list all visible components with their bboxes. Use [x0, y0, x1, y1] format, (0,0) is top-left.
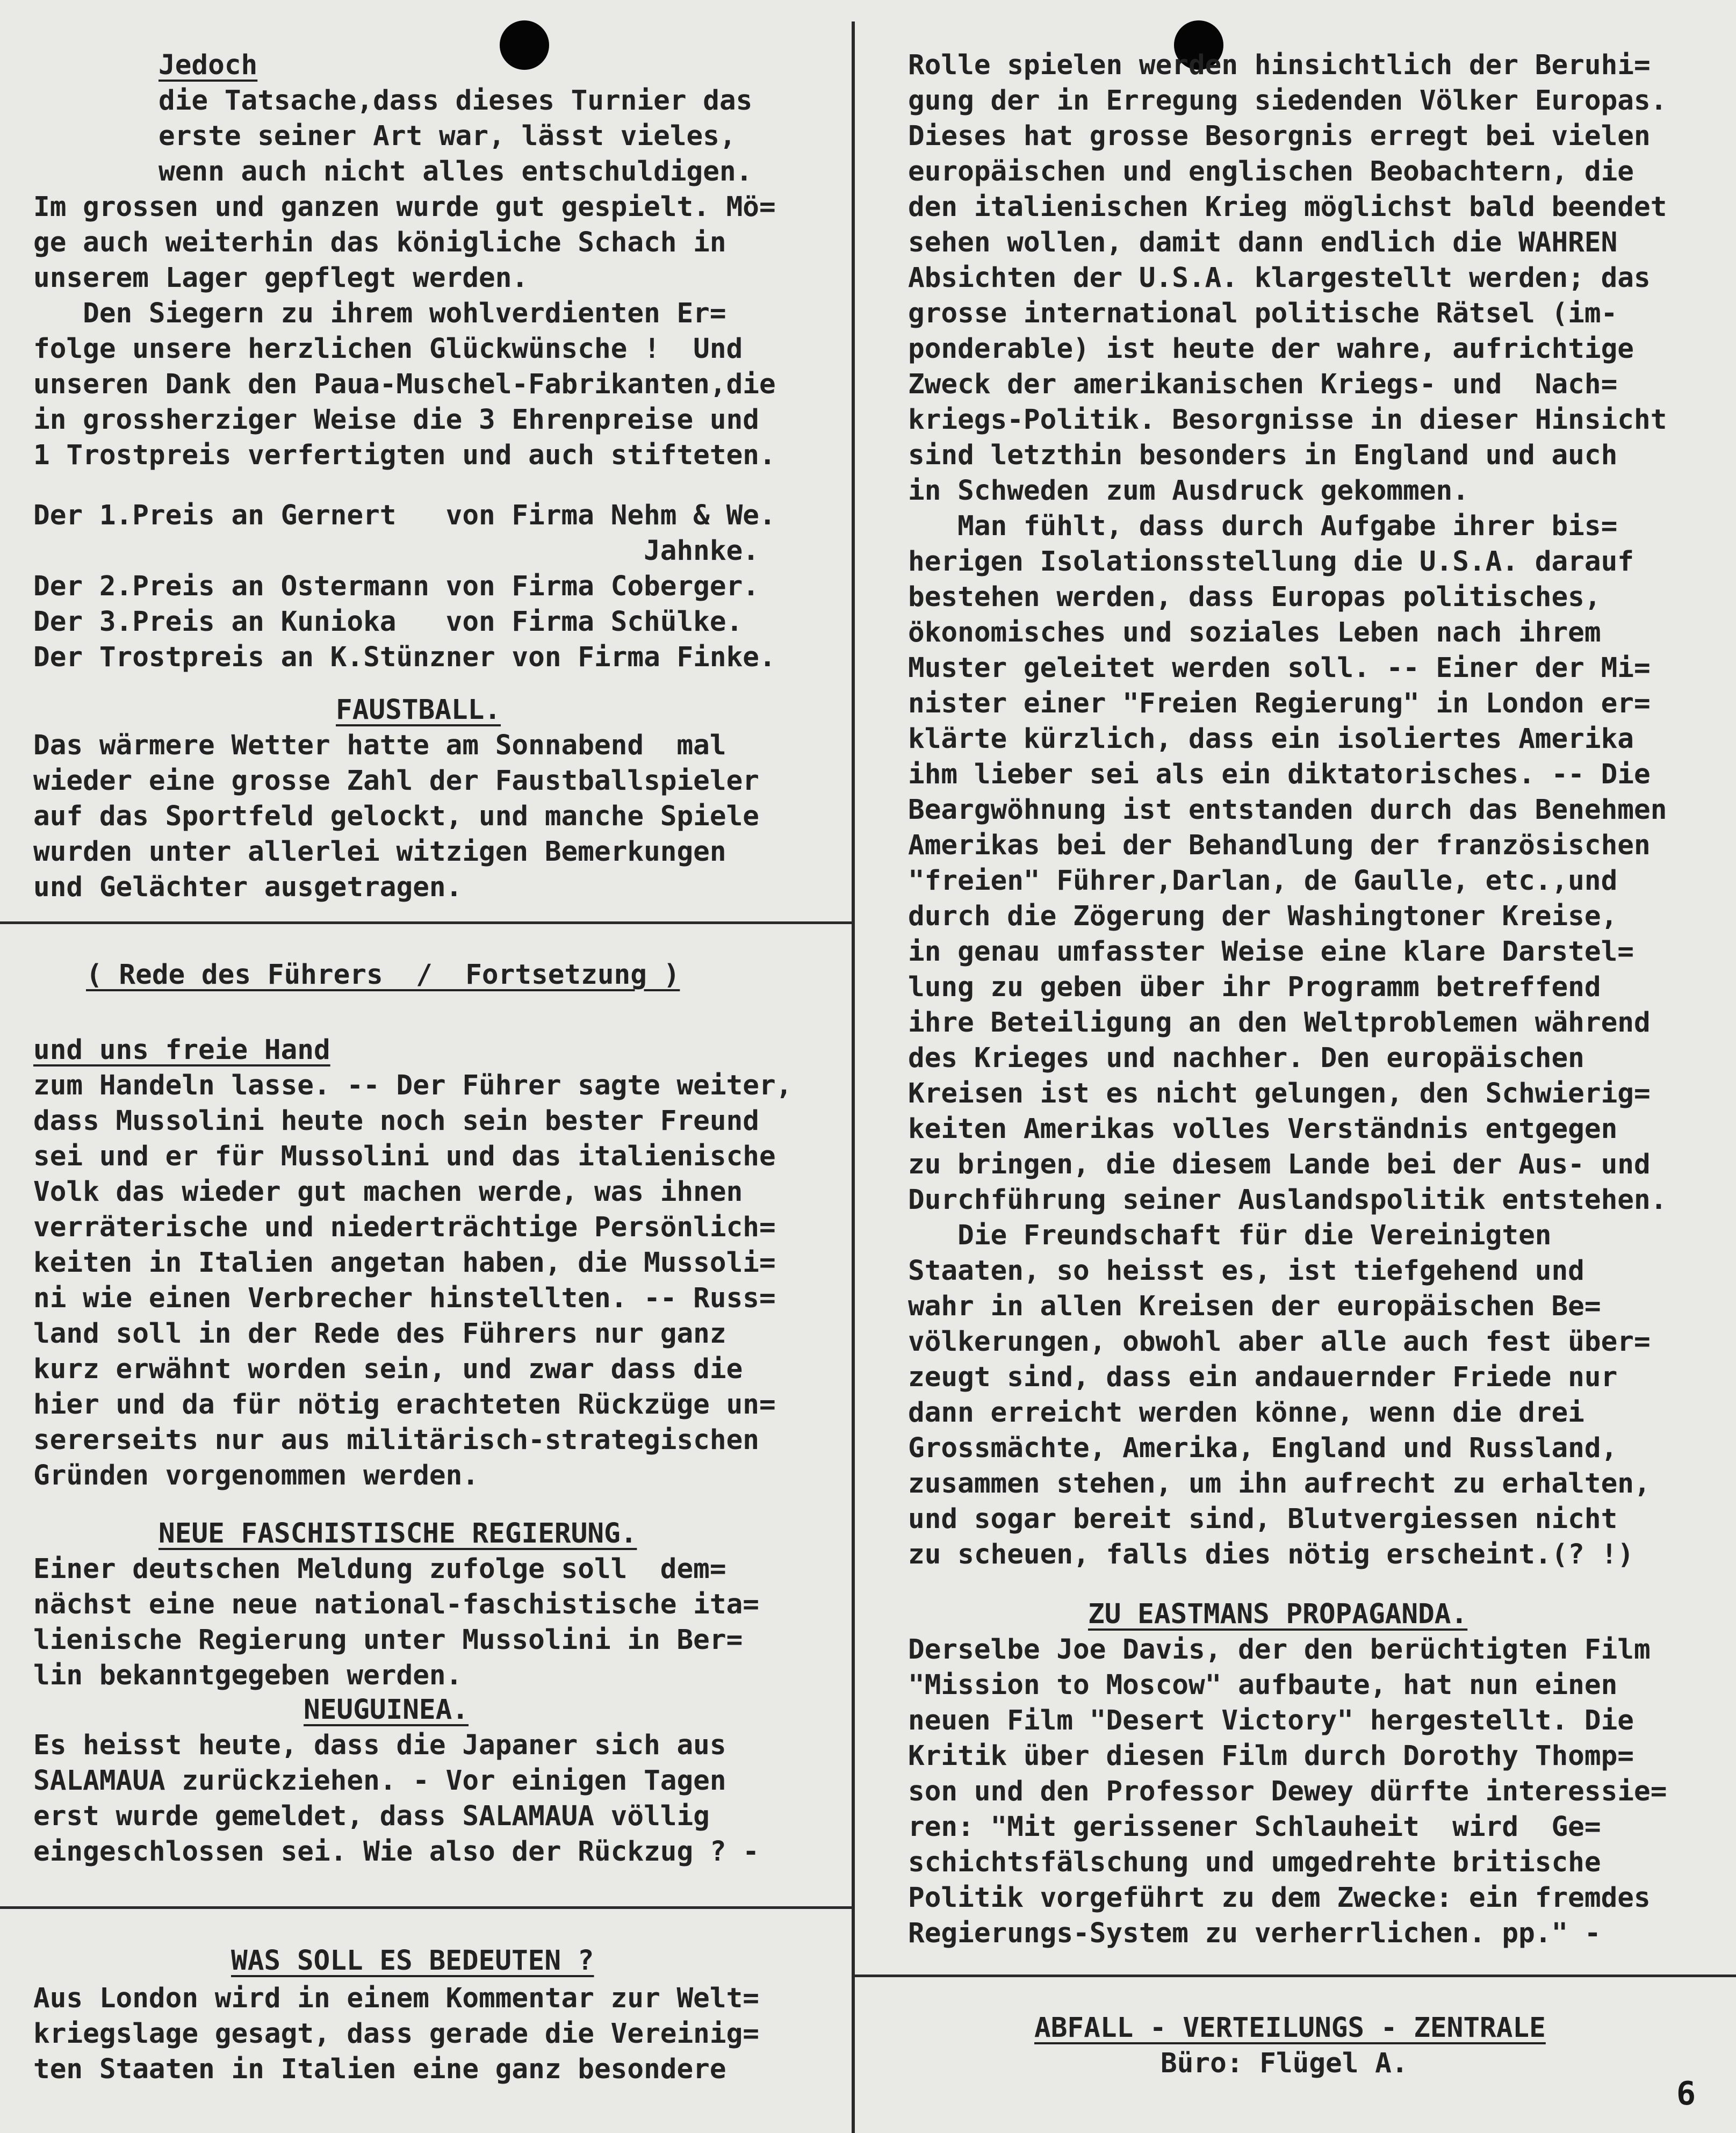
text-line: unserem Lager gepflegt werden.	[33, 262, 529, 294]
text-line: zeugt sind, dass ein andauernder Friede nur	[908, 1361, 1618, 1393]
rule-left-2	[0, 1906, 852, 1909]
text-line: wahr in allen Kreisen der europäischen Be=	[908, 1291, 1601, 1322]
text-line: bestehen werden, dass Europas politisches,	[908, 581, 1601, 613]
text-line: zum Handeln lasse. -- Der Führer sagte weiter,	[33, 1070, 793, 1101]
text-line: son und den Professor Dewey dürfte interessie=	[908, 1776, 1667, 1807]
text-line: ten Staaten in Italien eine ganz besondere	[33, 2053, 726, 2085]
text-line: ihre Beteiligung an den Weltproblemen während	[908, 1007, 1651, 1039]
text-line: Politik vorgeführt zu dem Zwecke: ein fremdes	[908, 1882, 1651, 1914]
text-line: Zweck der amerikanischen Kriegs- und Nach=	[908, 369, 1618, 400]
meaning-heading: WAS SOLL ES BEDEUTEN ?	[231, 1945, 594, 1977]
text-line: auf das Sportfeld gelockt, und manche Spiele	[33, 801, 760, 832]
text-line: Amerikas bei der Behandlung der französischen	[908, 830, 1651, 861]
text-line: Kritik über diesen Film durch Dorothy Thomp=	[908, 1740, 1634, 1772]
prize-line: Der 2.Preis an Ostermann von Firma Coberger.	[33, 571, 760, 602]
text-line: ihm lieber sei als ein diktatorisches. -- Die	[908, 759, 1651, 790]
fascist-heading: NEUE FASCHISTISCHE REGIERUNG.	[159, 1518, 637, 1550]
text-line: Dieses hat grosse Besorgnis erregt bei vielen	[908, 120, 1651, 152]
text-line: ge auch weiterhin das königliche Schach in	[33, 227, 726, 258]
newguinea-heading: NEUGUINEA.	[304, 1694, 469, 1726]
text-line: ponderable) ist heute der wahre, aufrichtige	[908, 333, 1634, 365]
text-line: keiten in Italien angetan haben, die Mussoli=	[33, 1247, 776, 1279]
text-line: "Mission to Moscow" aufbaute, hat nun einen	[908, 1669, 1618, 1701]
text-line: Aus London wird in einem Kommentar zur Welt=	[33, 1983, 760, 2014]
text-line: dann erreicht werden könne, wenn die drei	[908, 1397, 1584, 1429]
text-line: nächst eine neue national-faschistische ita=	[33, 1589, 760, 1620]
text-line: sind letzthin besonders in England und auch	[908, 439, 1618, 471]
text-line: herigen Isolationsstellung die U.S.A. darauf	[908, 546, 1634, 578]
text-line: 1 Trostpreis verfertigten und auch stifteten.	[33, 439, 776, 471]
text-line: in genau umfasster Weise eine klare Darstel=	[908, 936, 1634, 968]
text-line: Volk das wieder gut machen werde, was ihnen	[33, 1176, 743, 1208]
text-line: zu scheuen, falls dies nötig erscheint.(? !)	[908, 1539, 1634, 1570]
rule-left-1	[0, 921, 852, 924]
text-line: keiten Amerikas volles Verständnis entgegen	[908, 1113, 1618, 1145]
text-line: Einer deutschen Meldung zufolge soll dem=	[33, 1553, 726, 1585]
text-line: erste seiner Art war, lässt vieles,	[159, 120, 736, 152]
text-line: grosse international politische Rätsel (im-	[908, 298, 1618, 329]
prize-line: Der 1.Preis an Gernert von Firma Nehm & We.	[33, 500, 776, 531]
text-line: neuen Film "Desert Victory" hergestellt. Die	[908, 1705, 1634, 1736]
page-number: 6	[1676, 2075, 1696, 2113]
text-line: des Krieges und nachher. Den europäischen	[908, 1042, 1584, 1074]
text-line: Regierungs-System zu verherrlichen. pp." -	[908, 1918, 1601, 1949]
speech-heading: ( Rede des Führers / Fortsetzung )	[86, 959, 680, 991]
text-line: Beargwöhnung ist entstanden durch das Benehmen	[908, 794, 1667, 826]
text-line: gung der in Erregung siedenden Völker Europas.	[908, 85, 1667, 117]
text-line: Man fühlt, dass durch Aufgabe ihrer bis=	[908, 510, 1618, 542]
text-line: folge unsere herzlichen Glückwünsche ! Und	[33, 333, 743, 365]
text-line: ni wie einen Verbrecher hinstellten. -- Russ=	[33, 1282, 776, 1314]
text-line: Es heisst heute, dass die Japaner sich aus	[33, 1730, 726, 1761]
text-line: verräterische und niederträchtige Persönlich=	[33, 1212, 776, 1243]
text-line: Kreisen ist es nicht gelungen, den Schwierig=	[908, 1078, 1651, 1109]
text-line: lung zu geben über ihr Programm betreffend	[908, 971, 1601, 1003]
eastman-heading: ZU EASTMANS PROPAGANDA.	[1088, 1598, 1468, 1630]
text-line: Grossmächte, Amerika, England und Russland,	[908, 1432, 1618, 1464]
text-line: völkerungen, obwohl aber alle auch fest über=	[908, 1326, 1651, 1358]
text-line: europäischen und englischen Beobachtern, die	[908, 156, 1634, 188]
text-line: wurden unter allerlei witzigen Bemerkungen	[33, 836, 726, 868]
text-line: zu bringen, die diesem Lande bei der Aus- und	[908, 1149, 1651, 1180]
text-line: kriegs-Politik. Besorgnisse in dieser Hinsicht	[908, 404, 1667, 436]
chess-heading: Jedoch	[159, 49, 258, 81]
rule-right-1	[855, 1975, 1736, 1977]
text-line: Das wärmere Wetter hatte am Sonnabend mal	[33, 730, 726, 761]
text-line: lienische Regierung unter Mussolini in Ber=	[33, 1624, 743, 1656]
text-line: und sogar bereit sind, Blutvergiessen nicht	[908, 1503, 1618, 1535]
footer-office: Büro: Flügel A.	[1161, 2048, 1408, 2079]
prize-line: Der Trostpreis an K.Stünzner von Firma Finke.	[33, 642, 776, 673]
text-line: Die Freundschaft für die Vereinigten	[908, 1220, 1552, 1251]
text-line: den italienischen Krieg möglichst bald beendet	[908, 191, 1667, 223]
text-line: in grossherziger Weise die 3 Ehrenpreise und	[33, 404, 760, 436]
text-line: sehen wollen, damit dann endlich die WAHREN	[908, 227, 1618, 258]
text-line: schichtsfälschung und umgedrehte britische	[908, 1847, 1601, 1878]
column-divider	[852, 21, 855, 2133]
text-line: und Gelächter ausgetragen.	[33, 871, 463, 903]
text-line: ökonomisches und soziales Leben nach ihrem	[908, 617, 1601, 648]
text-line: wenn auch nicht alles entschuldigen.	[159, 156, 753, 188]
text-line: Durchführung seiner Auslandspolitik entstehen.	[908, 1184, 1667, 1216]
text-line: Derselbe Joe Davis, der den berüchtigten Film	[908, 1634, 1651, 1666]
text-line: dass Mussolini heute noch sein bester Freund	[33, 1105, 760, 1137]
text-line: "freien" Führer,Darlan, de Gaulle, etc.,und	[908, 865, 1618, 897]
text-line: wieder eine grosse Zahl der Faustballspieler	[33, 765, 760, 797]
text-line: kriegslage gesagt, dass gerade die Vereinig=	[33, 2018, 760, 2050]
text-line: nister einer "Freien Regierung" in London er=	[908, 688, 1651, 719]
text-line: Im grossen und ganzen wurde gut gespielt. Mö=	[33, 191, 776, 223]
text-line: Absichten der U.S.A. klargestellt werden; das	[908, 262, 1651, 294]
text-line: Staaten, so heisst es, ist tiefgehend und	[908, 1255, 1584, 1287]
footer-heading: ABFALL - VERTEILUNGS - ZENTRALE	[1034, 2012, 1546, 2044]
text-line: Den Siegern zu ihrem wohlverdienten Er=	[33, 298, 726, 329]
text-line: land soll in der Rede des Führers nur ganz	[33, 1318, 726, 1350]
punch-hole-left	[500, 20, 549, 70]
text-line: SALAMAUA zurückziehen. - Vor einigen Tagen	[33, 1765, 726, 1797]
text-line: sei und er für Mussolini und das italienische	[33, 1141, 776, 1172]
text-line: eingeschlossen sei. Wie also der Rückzug ? -	[33, 1836, 760, 1868]
faustball-heading: FAUSTBALL.	[336, 694, 501, 726]
text-line: unseren Dank den Paua-Muschel-Fabrikanten,die	[33, 369, 776, 400]
text-line: in Schweden zum Ausdruck gekommen.	[908, 475, 1469, 507]
text-line: sererseits nur aus militärisch-strategischen	[33, 1424, 760, 1456]
text-line: klärte kürzlich, dass ein isoliertes Amerika	[908, 723, 1634, 755]
text-line: lin bekanntgegeben werden.	[33, 1660, 463, 1691]
text-line: Gründen vorgenommen werden.	[33, 1460, 479, 1491]
text-line: erst wurde gemeldet, dass SALAMAUA völlig	[33, 1800, 710, 1832]
text-line: ren: "Mit gerissener Schlauheit wird Ge=	[908, 1811, 1601, 1843]
prize-line: Der 3.Preis an Kunioka von Firma Schülke.	[33, 606, 743, 638]
text-line: Muster geleitet werden soll. -- Einer der Mi=	[908, 652, 1651, 684]
text-line: hier und da für nötig erachteten Rückzüge un=	[33, 1389, 776, 1421]
speech-first-line: und uns freie Hand	[33, 1034, 330, 1066]
text-line: Rolle spielen werden hinsichtlich der Beruhi=	[908, 49, 1651, 81]
text-line: durch die Zögerung der Washingtoner Kreise,	[908, 900, 1618, 932]
text-line: kurz erwähnt worden sein, und zwar dass die	[33, 1353, 743, 1385]
text-line: zusammen stehen, um ihn aufrecht zu erhalten,	[908, 1468, 1651, 1500]
text-line: die Tatsache,dass dieses Turnier das	[159, 85, 753, 117]
prize-line: Jahnke.	[33, 535, 760, 567]
